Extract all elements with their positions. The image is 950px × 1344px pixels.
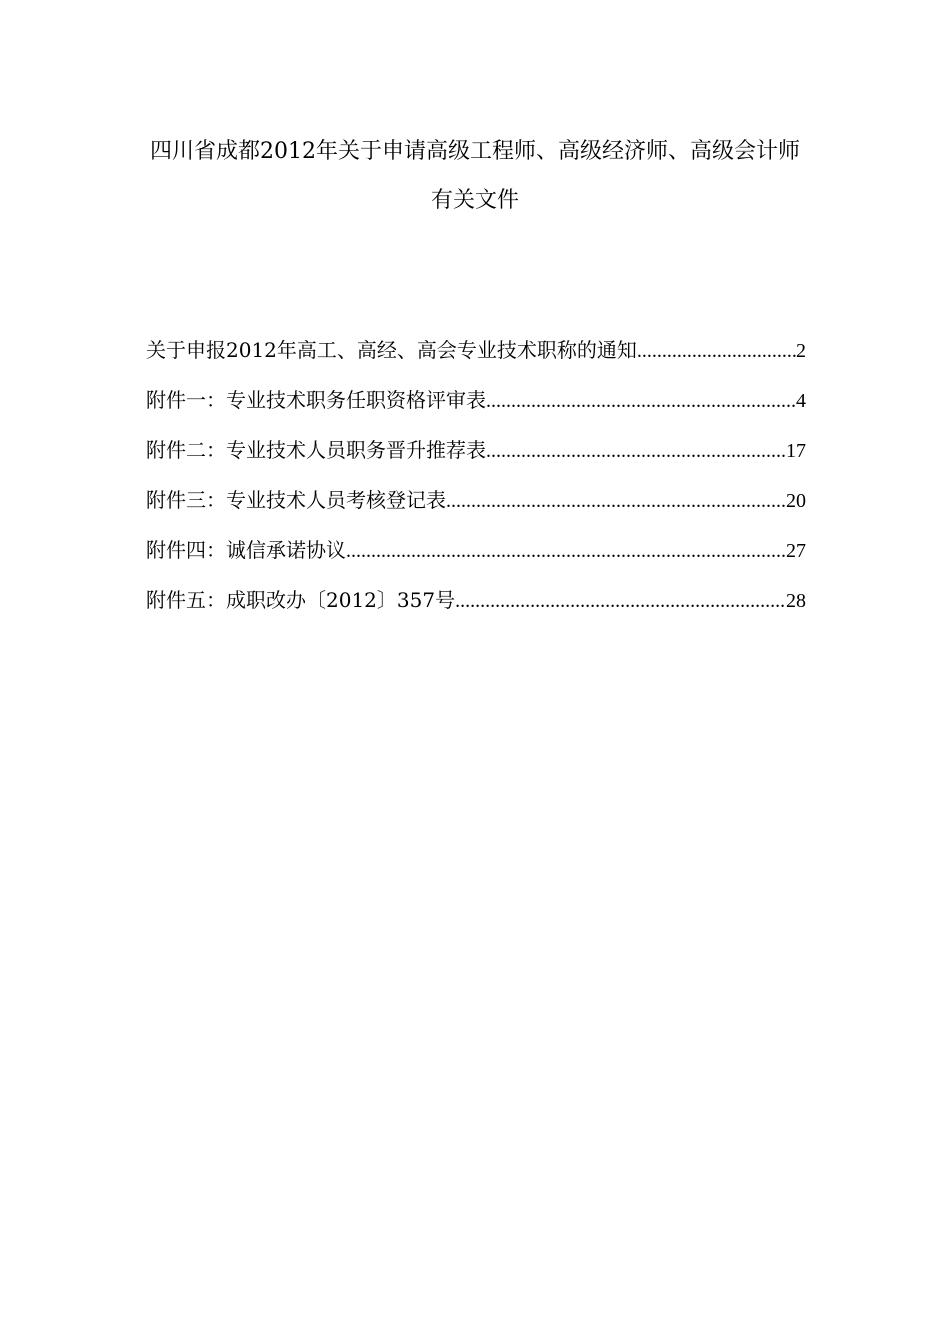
toc-entry-attachment-3[interactable] [146, 486, 806, 536]
toc-entry-page: 20 [786, 490, 806, 512]
toc-entry-label: 附件五：成职改办〔2012〕357号 [146, 588, 456, 612]
toc-entry-attachment-5[interactable] [146, 586, 806, 636]
toc-entry-notice[interactable] [146, 336, 806, 386]
toc-entry-page: 28 [786, 590, 806, 612]
table-of-contents [146, 336, 806, 636]
document-title-line1: 四川省成都2012年关于申请高级工程师、高级经济师、高级会计师 [150, 139, 800, 164]
toc-entry-label: 关于申报2012年高工、高经、高会专业技术职称的通知 [146, 338, 637, 362]
toc-leader-dots [486, 387, 796, 415]
toc-entry-attachment-2[interactable] [146, 436, 806, 486]
toc-entry-label: 附件四：诚信承诺协议 [146, 538, 346, 562]
toc-entry-page: 27 [786, 540, 806, 562]
document-title-line2: 有关文件 [430, 188, 519, 213]
toc-entry-label: 附件三：专业技术人员考核登记表 [146, 488, 446, 512]
toc-leader-dots [637, 337, 796, 365]
toc-leader-dots [446, 487, 786, 515]
toc-entry-page: 17 [786, 440, 806, 462]
toc-leader-dots [486, 437, 786, 465]
toc-entry-label: 附件二：专业技术人员职务晋升推荐表 [146, 438, 486, 462]
toc-entry-label: 附件一：专业技术职务任职资格评审表 [146, 388, 486, 412]
toc-leader-dots [346, 537, 786, 565]
toc-entry-page: 4 [796, 390, 806, 412]
toc-entry-attachment-4[interactable] [146, 536, 806, 586]
toc-entry-attachment-1[interactable] [146, 386, 806, 436]
toc-leader-dots [455, 587, 786, 615]
toc-entry-page: 2 [796, 340, 806, 362]
